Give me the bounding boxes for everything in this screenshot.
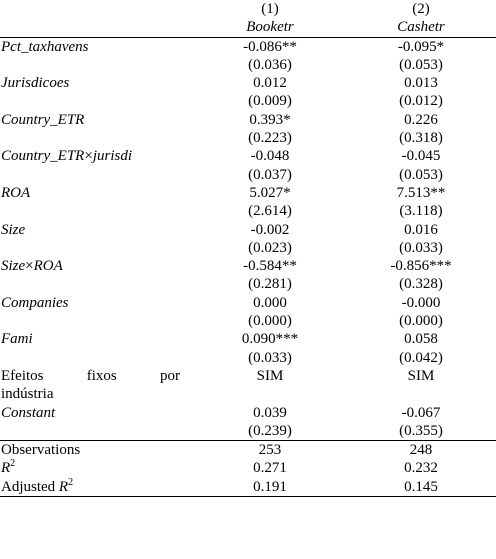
se-model-1: (0.281): [248, 276, 292, 293]
variable-label: Jurisdicoes: [1, 75, 70, 92]
coef-row-country-etr-x-jurisdi: [0, 147, 496, 165]
fixed-effects-label-line-2: indústria: [1, 386, 54, 403]
header-empty-cell: [0, 18, 194, 37]
fixed-effects-label: [0, 367, 194, 385]
se-row-roa: [0, 202, 496, 220]
coef-model-2: -0.095*: [346, 37, 496, 56]
coef-model-1: -0.048: [250, 148, 290, 165]
coef-model-2: 0.226: [404, 111, 438, 128]
se-row-size: [0, 239, 496, 257]
se-model-1: (0.239): [248, 422, 292, 439]
header-row-names: [0, 18, 496, 37]
coef-row-size: [0, 221, 496, 239]
coef-model-2: -0.067: [401, 404, 441, 421]
coef-row-country-etr: [0, 111, 496, 129]
header-empty-cell: [0, 0, 194, 18]
se-model-1: (0.037): [248, 166, 292, 183]
se-row-companies: [0, 312, 496, 330]
model-2-number: (2): [412, 1, 430, 17]
r2-label: $R^2$: [1, 458, 16, 477]
variable-label: Fami: [1, 331, 33, 348]
coef-model-2: -0.000: [401, 294, 441, 311]
fixed-effects-model-2: SIM: [407, 367, 435, 384]
se-row-country-etr-x-jurisdi: [0, 166, 496, 184]
coef-row-roa: [0, 184, 496, 202]
coef-model-2: 0.013: [404, 75, 438, 92]
se-row-jurisdicoes: [0, 92, 496, 110]
se-row-constant: [0, 422, 496, 441]
se-model-1: (2.614): [248, 203, 292, 220]
adj-r2-label: Adjusted $R^2$: [0, 478, 194, 497]
observations-label: Observations: [0, 441, 194, 460]
adj-r2-model-2: 0.145: [346, 478, 496, 497]
se-row-fami: [0, 349, 496, 367]
se-model-1: (0.036): [248, 56, 292, 73]
fixed-effects-model-1: SIM: [256, 367, 284, 384]
header-row-numbers: [0, 0, 496, 18]
se-model-2: (0.053): [399, 166, 443, 183]
r2-model-1: 0.271: [253, 460, 287, 477]
r2-model-2: 0.232: [404, 460, 438, 477]
se-model-1: (0.009): [248, 93, 292, 110]
se-model-2: (3.118): [399, 203, 443, 220]
se-model-1: (0.023): [248, 239, 292, 256]
coef-row-jurisdicoes: [0, 74, 496, 92]
se-row-size-x-roa: [0, 275, 496, 293]
coef-model-1: 0.090***: [241, 331, 299, 348]
coef-model-1: 0.393*: [249, 111, 291, 128]
coef-model-1: 0.012: [253, 75, 287, 92]
coef-model-1: -0.584**: [243, 258, 297, 275]
se-model-2: (0.328): [399, 276, 443, 293]
se-model-1: (0.033): [248, 349, 292, 366]
se-model-2: (0.000): [399, 313, 443, 330]
coef-row-companies: [0, 294, 496, 312]
observations-model-2: 248: [346, 441, 496, 460]
observations-model-1: 253: [194, 441, 346, 460]
variable-label: Country_ETR×jurisdi: [1, 148, 132, 165]
coef-row-constant: [0, 404, 496, 422]
coef-model-1: 0.039: [253, 404, 287, 421]
se-model-1: (0.000): [248, 313, 292, 330]
coef-model-2: -0.045: [401, 148, 441, 165]
se-model-2: (0.355): [399, 422, 443, 439]
coef-model-1: -0.086**: [194, 37, 346, 56]
adj-r2-model-1: 0.191: [194, 478, 346, 497]
coef-row-size-x-roa: [0, 257, 496, 275]
model-2-name: Cashetr: [397, 19, 445, 36]
coef-model-2: 0.016: [404, 221, 438, 238]
fixed-effects-label-line-1: Efeitos fixos por: [1, 367, 180, 384]
variable-label: Constant: [1, 404, 56, 421]
variable-label: ROA: [1, 184, 31, 201]
se-model-2: (0.012): [399, 93, 443, 110]
variable-label: Size×ROA: [1, 258, 63, 275]
variable-label: Country_ETR: [1, 111, 85, 128]
stats-row-adj-r2: [0, 478, 496, 497]
stats-row-observations: [0, 441, 496, 460]
variable-label: Companies: [1, 294, 69, 311]
se-model-2: (0.318): [399, 130, 443, 147]
variable-label: Pct_taxhavens: [0, 37, 194, 56]
se-model-2: (0.053): [399, 56, 443, 73]
coef-model-2: -0.856***: [390, 258, 452, 275]
coef-row-fami: [0, 330, 496, 348]
fixed-effects-row-line-2: [0, 385, 496, 403]
se-row-pct-taxhavens: [0, 56, 496, 74]
se-row-country-etr: [0, 129, 496, 147]
coef-model-1: 0.000: [253, 294, 287, 311]
coef-row-pct-taxhavens: [0, 37, 496, 56]
fixed-effects-row: [0, 367, 496, 385]
coef-model-2: 0.058: [404, 331, 438, 348]
coef-model-1: 5.027*: [249, 184, 291, 201]
model-1-number: (1): [261, 1, 279, 17]
model-1-name: Booketr: [246, 19, 294, 36]
stats-row-r2: [0, 459, 496, 477]
coef-model-2: 7.513**: [396, 184, 446, 201]
se-model-2: (0.033): [399, 239, 443, 256]
se-model-1: (0.223): [248, 130, 292, 147]
se-model-2: (0.042): [399, 349, 443, 366]
coef-model-1: -0.002: [250, 221, 290, 238]
variable-label: Size: [1, 221, 26, 238]
